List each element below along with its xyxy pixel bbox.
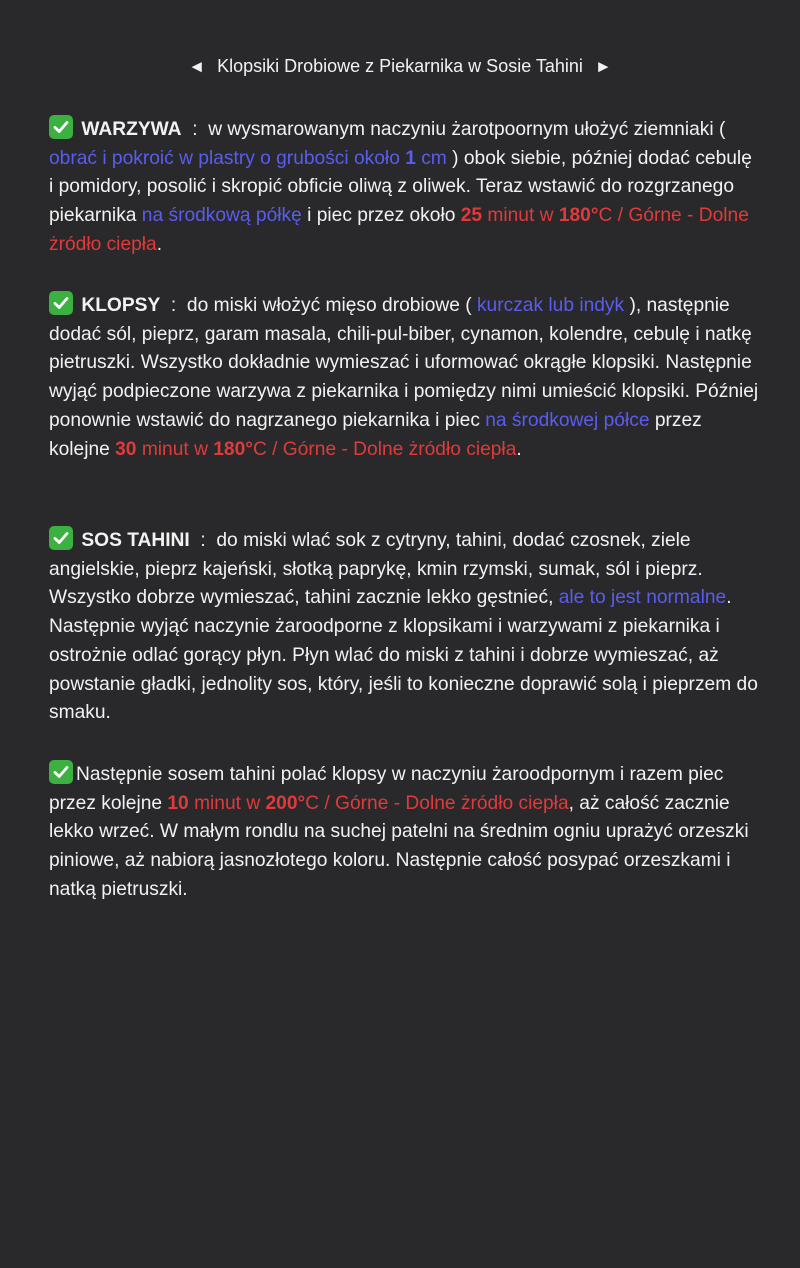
section-heading: SOS TAHINI — [81, 530, 190, 551]
checkmark-icon — [49, 115, 73, 139]
section-heading: KLOPSY — [81, 295, 161, 316]
section-sos-tahini — [49, 526, 761, 728]
instruction-text: w wysmarowanym naczyniu żarotpoornym ułożyć ziemniaki ( — [208, 119, 726, 140]
highlight-note: kurczak lub indyk — [476, 295, 625, 316]
temperature-value: 180° — [213, 438, 253, 460]
time-unit: minut w — [188, 792, 266, 814]
next-arrow-icon[interactable]: ► — [594, 57, 612, 76]
checkmark-icon — [49, 526, 73, 550]
instruction-text: ), następnie dodać sól, pieprz, garam masala, chili-pul-biber, cynamon, kolendre, cebulę i natkę pietruszki. Wszystko dokładnie wymieszać i uformować okrągłe klopsiki. Następnie wyjąć podpieczone warzywa z piekarnika i pomiędzy nimi umieścić klopsiki. Później ponownie wstawić do nagrzanego piekarnika i piec — [49, 295, 759, 431]
instruction-text: . — [516, 438, 522, 460]
highlight-number: 1 — [405, 147, 416, 169]
instruction-text: . — [156, 233, 163, 255]
temperature-value: 180° — [558, 205, 599, 227]
section-warzywa — [49, 115, 761, 260]
instruction-text: do miski włożyć mięso drobiowe ( — [186, 295, 477, 316]
highlight-note: na środkowej półce — [485, 409, 650, 431]
highlight-unit: cm — [415, 147, 447, 169]
section-klopsy — [49, 291, 761, 464]
heat-mode: C / Górne - Dolne żródło ciepła — [252, 438, 517, 460]
checkmark-icon — [49, 291, 73, 315]
prev-arrow-icon[interactable]: ◄ — [188, 57, 206, 76]
instruction-text: ) obok siebie, później dodać cebulę i pomidory, posolić i skropić obficie oliwą z oliwek. Teraz wstawić do rozgrzanego piekarnika — [49, 147, 752, 227]
instruction-text: i piec przez około — [301, 205, 461, 227]
instruction-text: , aż całość zacznie lekko wrzeć. W małym rondlu na suchej patelni na średnim ogniu uprażyć orzeszki piniowe, aż nabiorą jasnozłotego koloru. Następnie całość posypać orzeszkami i natką pietruszki. — [49, 792, 749, 900]
highlight-note: na środkową półkę — [141, 205, 302, 227]
heat-mode: C / Górne - Dolne żródło ciepła — [49, 205, 749, 255]
time-unit: minut w — [136, 438, 214, 460]
highlight-note: obrać i pokroić w plastry o grubości około — [49, 147, 406, 169]
highlight-note: ale to jest normalne — [558, 587, 727, 609]
instruction-text: Następnie sosem tahini polać klopsy w naczyniu żaroodpornym i razem piec przez kolejne — [49, 764, 724, 814]
heat-mode: C / Górne - Dolne żródło ciepła — [305, 792, 569, 814]
time-value: 25 — [460, 205, 483, 227]
instruction-text: do miski wlać sok z cytryny, tahini, dodać czosnek, ziele angielskie, pieprz kajeński, słotką paprykę, kmin rzymski, sumak, sól i pieprz. Wszystko dobrze wymieszać, tahini zacznie lekko gęstnieć, — [49, 530, 703, 609]
section-heading: WARZYWA — [81, 119, 182, 140]
separator: : — [181, 119, 209, 140]
temperature-value: 200° — [265, 792, 306, 814]
title-bar — [0, 52, 800, 81]
time-value: 10 — [167, 792, 189, 814]
time-unit: minut w — [482, 205, 559, 227]
separator: : — [189, 530, 217, 551]
time-value: 30 — [115, 438, 137, 460]
page-title: Klopsiki Drobiowe z Piekarnika w Sosie Tahini — [217, 56, 583, 76]
checkmark-icon — [49, 760, 73, 784]
section-final-step — [49, 760, 761, 905]
instruction-text: przez kolejne — [49, 409, 702, 460]
separator: : — [160, 295, 187, 316]
instruction-text: . Następnie wyjąć naczynie żaroodporne z klopsikami i warzywami z piekarnika i ostrożnie odlać gorący płyn. Płyn wlać do miski z tahini i dobrze wymieszać, aż powstanie gładki, jednolity sos, który, jeśli to konieczne doprawić solą i pieprzem do smaku. — [49, 587, 758, 724]
